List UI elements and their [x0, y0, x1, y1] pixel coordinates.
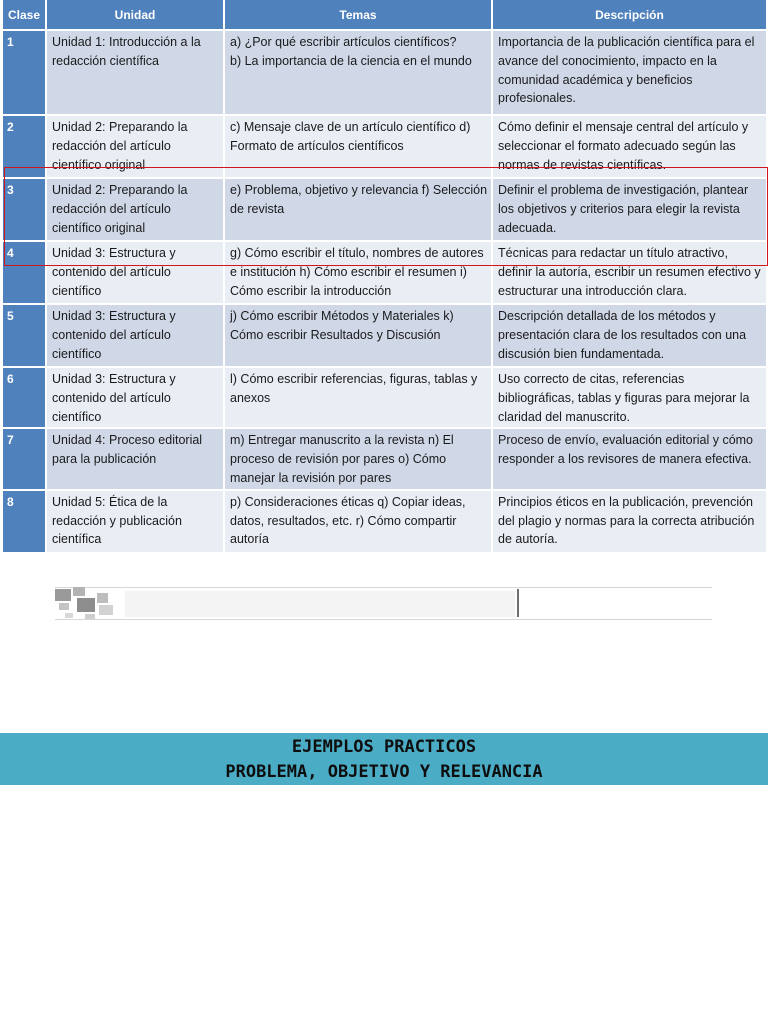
cell-descripcion: Descripción detallada de los métodos y presentación clara de los resultados con una discusión bien fundamentada. [493, 305, 768, 368]
cell-clase: 4 [3, 242, 47, 305]
cell-clase: 3 [3, 179, 47, 242]
cell-unidad: Unidad 5: Ética de la redacción y publicación científica [47, 491, 225, 554]
header-unidad: Unidad [47, 0, 225, 31]
strip-band [125, 591, 515, 617]
section-banner [0, 733, 768, 785]
strip-top-rule [55, 587, 712, 588]
cell-temas: e) Problema, objetivo y relevancia f) Selección de revista [225, 179, 493, 242]
cell-unidad: Unidad 3: Estructura y contenido del artículo científico [47, 305, 225, 368]
table-row [3, 368, 768, 429]
cell-clase: 2 [3, 116, 47, 179]
cell-clase: 6 [3, 368, 47, 429]
cell-temas: a) ¿Por qué escribir artículos científicos? b) La importancia de la ciencia en el mundo [225, 31, 493, 116]
course-table-container [3, 0, 768, 554]
header-clase: Clase [3, 0, 47, 31]
cell-clase: 5 [3, 305, 47, 368]
table-row [3, 116, 768, 179]
cell-descripcion: Definir el problema de investigación, plantear los objetivos y criterios para elegir la revista adecuada. [493, 179, 768, 242]
cell-unidad: Unidad 3: Estructura y contenido del artículo científico [47, 242, 225, 305]
banner-title: EJEMPLOS PRACTICOS [291, 737, 477, 757]
cell-unidad: Unidad 3: Estructura y contenido del artículo científico [47, 368, 225, 429]
table-row [3, 491, 768, 554]
banner-subtitle: PROBLEMA, OBJETIVO Y RELEVANCIA [225, 762, 543, 782]
cell-clase: 8 [3, 491, 47, 554]
cell-temas: j) Cómo escribir Métodos y Materiales k) Cómo escribir Resultados y Discusión [225, 305, 493, 368]
cell-clase: 1 [3, 31, 47, 116]
table-row [3, 305, 768, 368]
cell-unidad: Unidad 2: Preparando la redacción del artículo científico original [47, 179, 225, 242]
cell-temas: g) Cómo escribir el título, nombres de autores e institución h) Cómo escribir el resumen i) Cómo escribir la introducción [225, 242, 493, 305]
cell-descripcion: Principios éticos en la publicación, prevención del plagio y normas para la correcta atribución de autoría. [493, 491, 768, 554]
watermark-logo-icon [55, 587, 125, 620]
course-schedule-table [3, 0, 768, 554]
table-row [3, 31, 768, 116]
table-row [3, 179, 768, 242]
cell-descripcion: Cómo definir el mensaje central del artículo y seleccionar el formato adecuado según las normas de revistas científicas. [493, 116, 768, 179]
cell-descripcion: Importancia de la publicación científica para el avance del conocimiento, impacto en la comunidad académica y beneficios profesionales. [493, 31, 768, 116]
header-descripcion: Descripción [493, 0, 768, 31]
cell-clase: 7 [3, 429, 47, 490]
table-row [3, 429, 768, 490]
table-header-row [3, 0, 768, 31]
cell-temas: l) Cómo escribir referencias, figuras, tablas y anexos [225, 368, 493, 429]
cell-unidad: Unidad 4: Proceso editorial para la publicación [47, 429, 225, 490]
cell-descripcion: Técnicas para redactar un título atractivo, definir la autoría, escribir un resumen efectivo y estructurar una introducción clara. [493, 242, 768, 305]
strip-bottom-rule [55, 619, 712, 620]
cell-temas: p) Consideraciones éticas q) Copiar ideas, datos, resultados, etc. r) Cómo compartir autoría [225, 491, 493, 554]
header-temas: Temas [225, 0, 493, 31]
table-row [3, 242, 768, 305]
footer-strip [55, 587, 712, 620]
cell-temas: c) Mensaje clave de un artículo científico d) Formato de artículos científicos [225, 116, 493, 179]
cell-descripcion: Uso correcto de citas, referencias bibliográficas, tablas y figuras para mejorar la claridad del manuscrito. [493, 368, 768, 429]
cell-unidad: Unidad 2: Preparando la redacción del artículo científico original [47, 116, 225, 179]
cell-unidad: Unidad 1: Introducción a la redacción científica [47, 31, 225, 116]
cell-descripcion: Proceso de envío, evaluación editorial y cómo responder a los revisores de manera efectiva. [493, 429, 768, 490]
cell-temas: m) Entregar manuscrito a la revista n) El proceso de revisión por pares o) Cómo manejar la revisión por pares [225, 429, 493, 490]
strip-divider [517, 589, 519, 617]
